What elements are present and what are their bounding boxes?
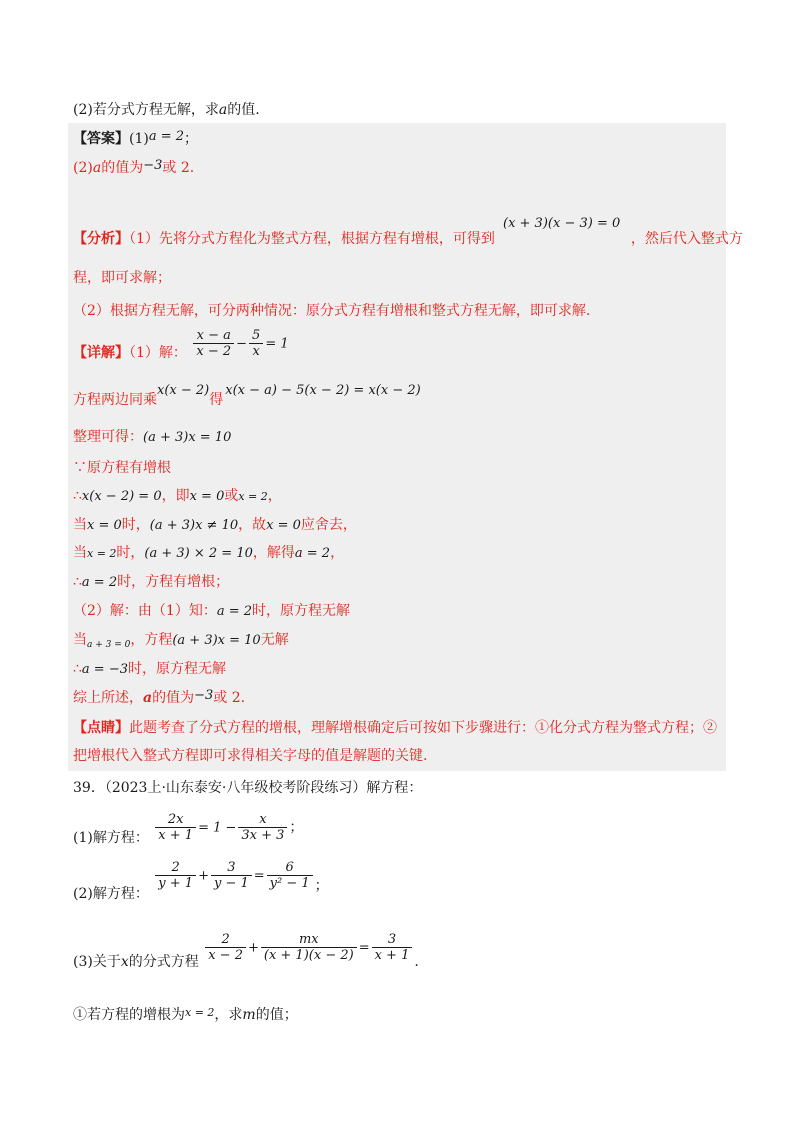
detail-l10-t2: ，方程	[130, 632, 173, 648]
therefore-symbol: ∴	[73, 661, 82, 677]
detail-l7-t1: 当	[73, 545, 87, 561]
detail-l10-math-2: (a + 3)x = 10	[172, 633, 261, 648]
analysis-tag: 【分析】	[73, 231, 129, 247]
q39-p2-frac-1	[155, 860, 196, 891]
detail-l12-math: −3	[194, 688, 214, 703]
frac-num: 5	[252, 328, 261, 343]
q38-part2-var: a	[218, 102, 228, 118]
detail-l6-t2: 时，	[121, 517, 150, 533]
detail-l11-t: 时，原方程无解	[128, 661, 226, 677]
comment-line-2: 把增根代入整式方程即可求得相关字母的值是解题的关键.	[73, 748, 428, 764]
detail-line-10	[73, 630, 289, 652]
detail-line-1	[73, 328, 289, 368]
detail-line-11	[73, 659, 226, 680]
answer-p2-mid: 的值为	[101, 160, 144, 176]
detail-l9-t2: 时，原方程无解	[252, 603, 351, 619]
analysis-line-3: （2）根据方程无解，可分两种情况：原分式方程有增根和整式方程无解，即可求解.	[73, 303, 591, 319]
frac-den: x − 2	[205, 947, 246, 963]
q39-p2-frac-2	[211, 860, 252, 891]
detail-l5-math-2: x = 0	[189, 489, 225, 504]
q38-part2	[73, 100, 260, 120]
frac-num: mx	[298, 932, 319, 947]
q39-p3-end: .	[414, 953, 419, 970]
frac-num: 6	[285, 860, 294, 875]
q39-p3-eq: =	[358, 940, 370, 956]
q39-part3	[73, 932, 419, 976]
analysis-text-1: （1）先将分式方程化为整式方程，根据方程有增根，可得到	[129, 231, 495, 247]
q39-p1-frac-2	[238, 812, 287, 843]
detail-l7-math-3: a = 2	[294, 546, 331, 561]
detail-l9-math: a = 2	[216, 604, 253, 619]
analysis-line-1	[73, 229, 743, 249]
q39-sub1-t3: 的值；	[255, 1007, 298, 1023]
answer-p1-prefix: (1)	[129, 131, 149, 147]
detail-l6-math-1: x = 0	[87, 518, 122, 533]
detail-line-2	[73, 380, 421, 408]
frac-num: 3	[387, 932, 397, 947]
detail-line-3	[73, 427, 231, 448]
answer-p1-math: a = 2	[148, 129, 185, 144]
q39-p1-label: (1)解方程：	[73, 829, 149, 846]
frac-den: x − 2	[193, 343, 234, 359]
detail-l2-text-2: 得	[209, 392, 224, 408]
q39-sub1	[73, 1005, 298, 1026]
detail-l3-text: 整理可得：	[73, 429, 143, 445]
detail-l9-t1: （2）解：由（1）知：	[73, 603, 217, 619]
q39-p2-end: ；	[314, 877, 329, 894]
q39-p3-label: (3)关于	[73, 953, 121, 970]
detail-l3-math: (a + 3)x = 10	[143, 430, 232, 445]
detail-l7-math-1: x = 2	[87, 547, 117, 560]
detail-l1-frac-1	[193, 328, 234, 359]
detail-line-5	[73, 486, 282, 507]
detail-line-12	[73, 688, 245, 709]
detail-l6-t4: 应舍去，	[300, 517, 357, 533]
q39-sub1-t1: ①若方程的增根为	[73, 1007, 185, 1023]
frac-den: (x + 1)(x − 2)	[261, 947, 357, 963]
q39-sub1-t2: ，求	[214, 1007, 243, 1023]
frac-den: x + 1	[372, 947, 413, 963]
frac-den: y + 1	[155, 875, 196, 891]
q39-p3-var: x	[120, 953, 129, 970]
detail-l5-math-3: x = 2	[238, 490, 268, 503]
frac-den: x + 1	[155, 827, 196, 843]
answer-p2-var: a	[92, 160, 102, 176]
answer-p2-math: −3	[143, 158, 163, 173]
frac-num: x − a	[196, 328, 231, 343]
comment-text-1: 此题考查了分式方程的增根，理解增根确定后可按如下步骤进行：①化分式方程为整式方程；②	[129, 720, 717, 736]
q38-part2-label: (2)若分式方程无解，求	[73, 102, 219, 118]
detail-l1-eq: = 1	[265, 336, 289, 352]
comment-line-1	[73, 718, 717, 738]
detail-line-9	[73, 601, 350, 622]
answer-p2-prefix: (2)	[73, 160, 93, 176]
therefore-symbol: ∴	[73, 574, 82, 590]
detail-l12-t2: 的值为	[152, 690, 195, 706]
detail-l10-math-1: a + 3 = 0	[87, 640, 131, 650]
detail-l6-t3: ，故	[238, 517, 267, 533]
q39-part1	[73, 812, 303, 852]
q39-p2-label: (2)解方程：	[73, 885, 149, 902]
q39-p2-plus: +	[198, 868, 209, 884]
frac-num: 3	[227, 860, 236, 875]
detail-l11-math: a = −3	[81, 662, 128, 677]
q39-sub1-var: m	[242, 1007, 256, 1023]
detail-l8-math: a = 2	[81, 575, 118, 590]
detail-l2-text: 方程两边同乘	[73, 392, 157, 408]
detail-l7-math-2: (a + 3) × 2 = 10	[144, 546, 253, 561]
q39-p1-frac-1	[155, 812, 196, 843]
detail-l6-math-2: (a + 3)x ≠ 10	[149, 518, 239, 533]
detail-l8-t: 时，方程有增根；	[117, 574, 230, 590]
detail-l2-math-1: x(x − 2)	[157, 383, 210, 398]
q39-part2	[73, 860, 329, 900]
analysis-text-1-end: ，然后代入整式方	[630, 231, 743, 247]
q39-sub1-math: x = 2	[185, 1006, 215, 1019]
q39-p3-plus: +	[247, 940, 259, 956]
detail-l5-t3: ，	[267, 488, 282, 504]
detail-l1-text: （1）解：	[129, 344, 187, 361]
detail-l7-t2: 时，	[116, 545, 145, 561]
detail-l12-t3: 或 2.	[213, 690, 246, 706]
detail-line-7	[73, 543, 344, 564]
detail-l7-t3: ，解得	[252, 545, 295, 561]
answer-line-2	[73, 158, 194, 179]
q38-part2-tail: 的值.	[227, 102, 260, 118]
detail-l6-math-3: x = 0	[266, 518, 301, 533]
detail-l5-t2: 或	[224, 488, 239, 504]
detail-l5-t1: ，即	[161, 488, 190, 504]
detail-l10-t3: 无解	[260, 632, 289, 648]
q39-p1-mid: = 1 −	[198, 820, 237, 836]
answer-p2-end: 或 2.	[162, 160, 195, 176]
q39-header: 39．（2023上·山东泰安·八年级校考阶段练习）解方程：	[73, 780, 423, 796]
q39-p3-frac-1	[205, 932, 246, 963]
frac-num: 2	[221, 932, 230, 947]
detail-l2-math-2: x(x − a) − 5(x − 2) = x(x − 2)	[225, 383, 421, 398]
detail-line-6	[73, 515, 357, 536]
q39-p3-frac-2	[261, 932, 357, 963]
q39-p2-eq: =	[253, 868, 265, 884]
frac-den: x	[249, 343, 263, 359]
q39-p3-label-2: 的分式方程	[128, 953, 199, 970]
detail-tag: 【详解】	[73, 344, 129, 361]
detail-l12-t1: 综上所述，	[73, 690, 143, 706]
q39-p2-frac-3	[267, 860, 313, 891]
detail-line-8	[73, 572, 229, 593]
detail-l1-minus: −	[236, 336, 248, 352]
frac-den: 3x + 3	[238, 827, 287, 843]
detail-line-4: ∵原方程有增根	[73, 460, 171, 476]
frac-num: 2x	[167, 812, 184, 827]
answer-tag: 【答案】	[73, 131, 129, 147]
frac-den: y² − 1	[267, 875, 313, 891]
detail-l10-t1: 当	[73, 632, 87, 648]
detail-l6-t1: 当	[73, 517, 87, 533]
detail-l1-frac-2	[249, 328, 263, 359]
analysis-math-text: (x + 3)(x − 3) = 0	[503, 216, 621, 231]
detail-l7-t4: ，	[330, 545, 345, 561]
q39-p3-frac-3	[372, 932, 413, 963]
detail-l5-math-1: x(x − 2) = 0	[81, 489, 162, 504]
detail-l12-var: a	[143, 690, 153, 706]
comment-tag: 【点睛】	[73, 720, 129, 736]
answer-p1-end: ；	[184, 131, 199, 147]
frac-num: 2	[171, 860, 180, 875]
answer-line-1	[73, 129, 198, 150]
analysis-line-2: 程，即可求解；	[73, 270, 171, 286]
q39-p1-end: ；	[289, 819, 304, 836]
frac-num: x	[259, 812, 267, 827]
therefore-symbol: ∴	[73, 488, 82, 504]
frac-den: y − 1	[211, 875, 252, 891]
